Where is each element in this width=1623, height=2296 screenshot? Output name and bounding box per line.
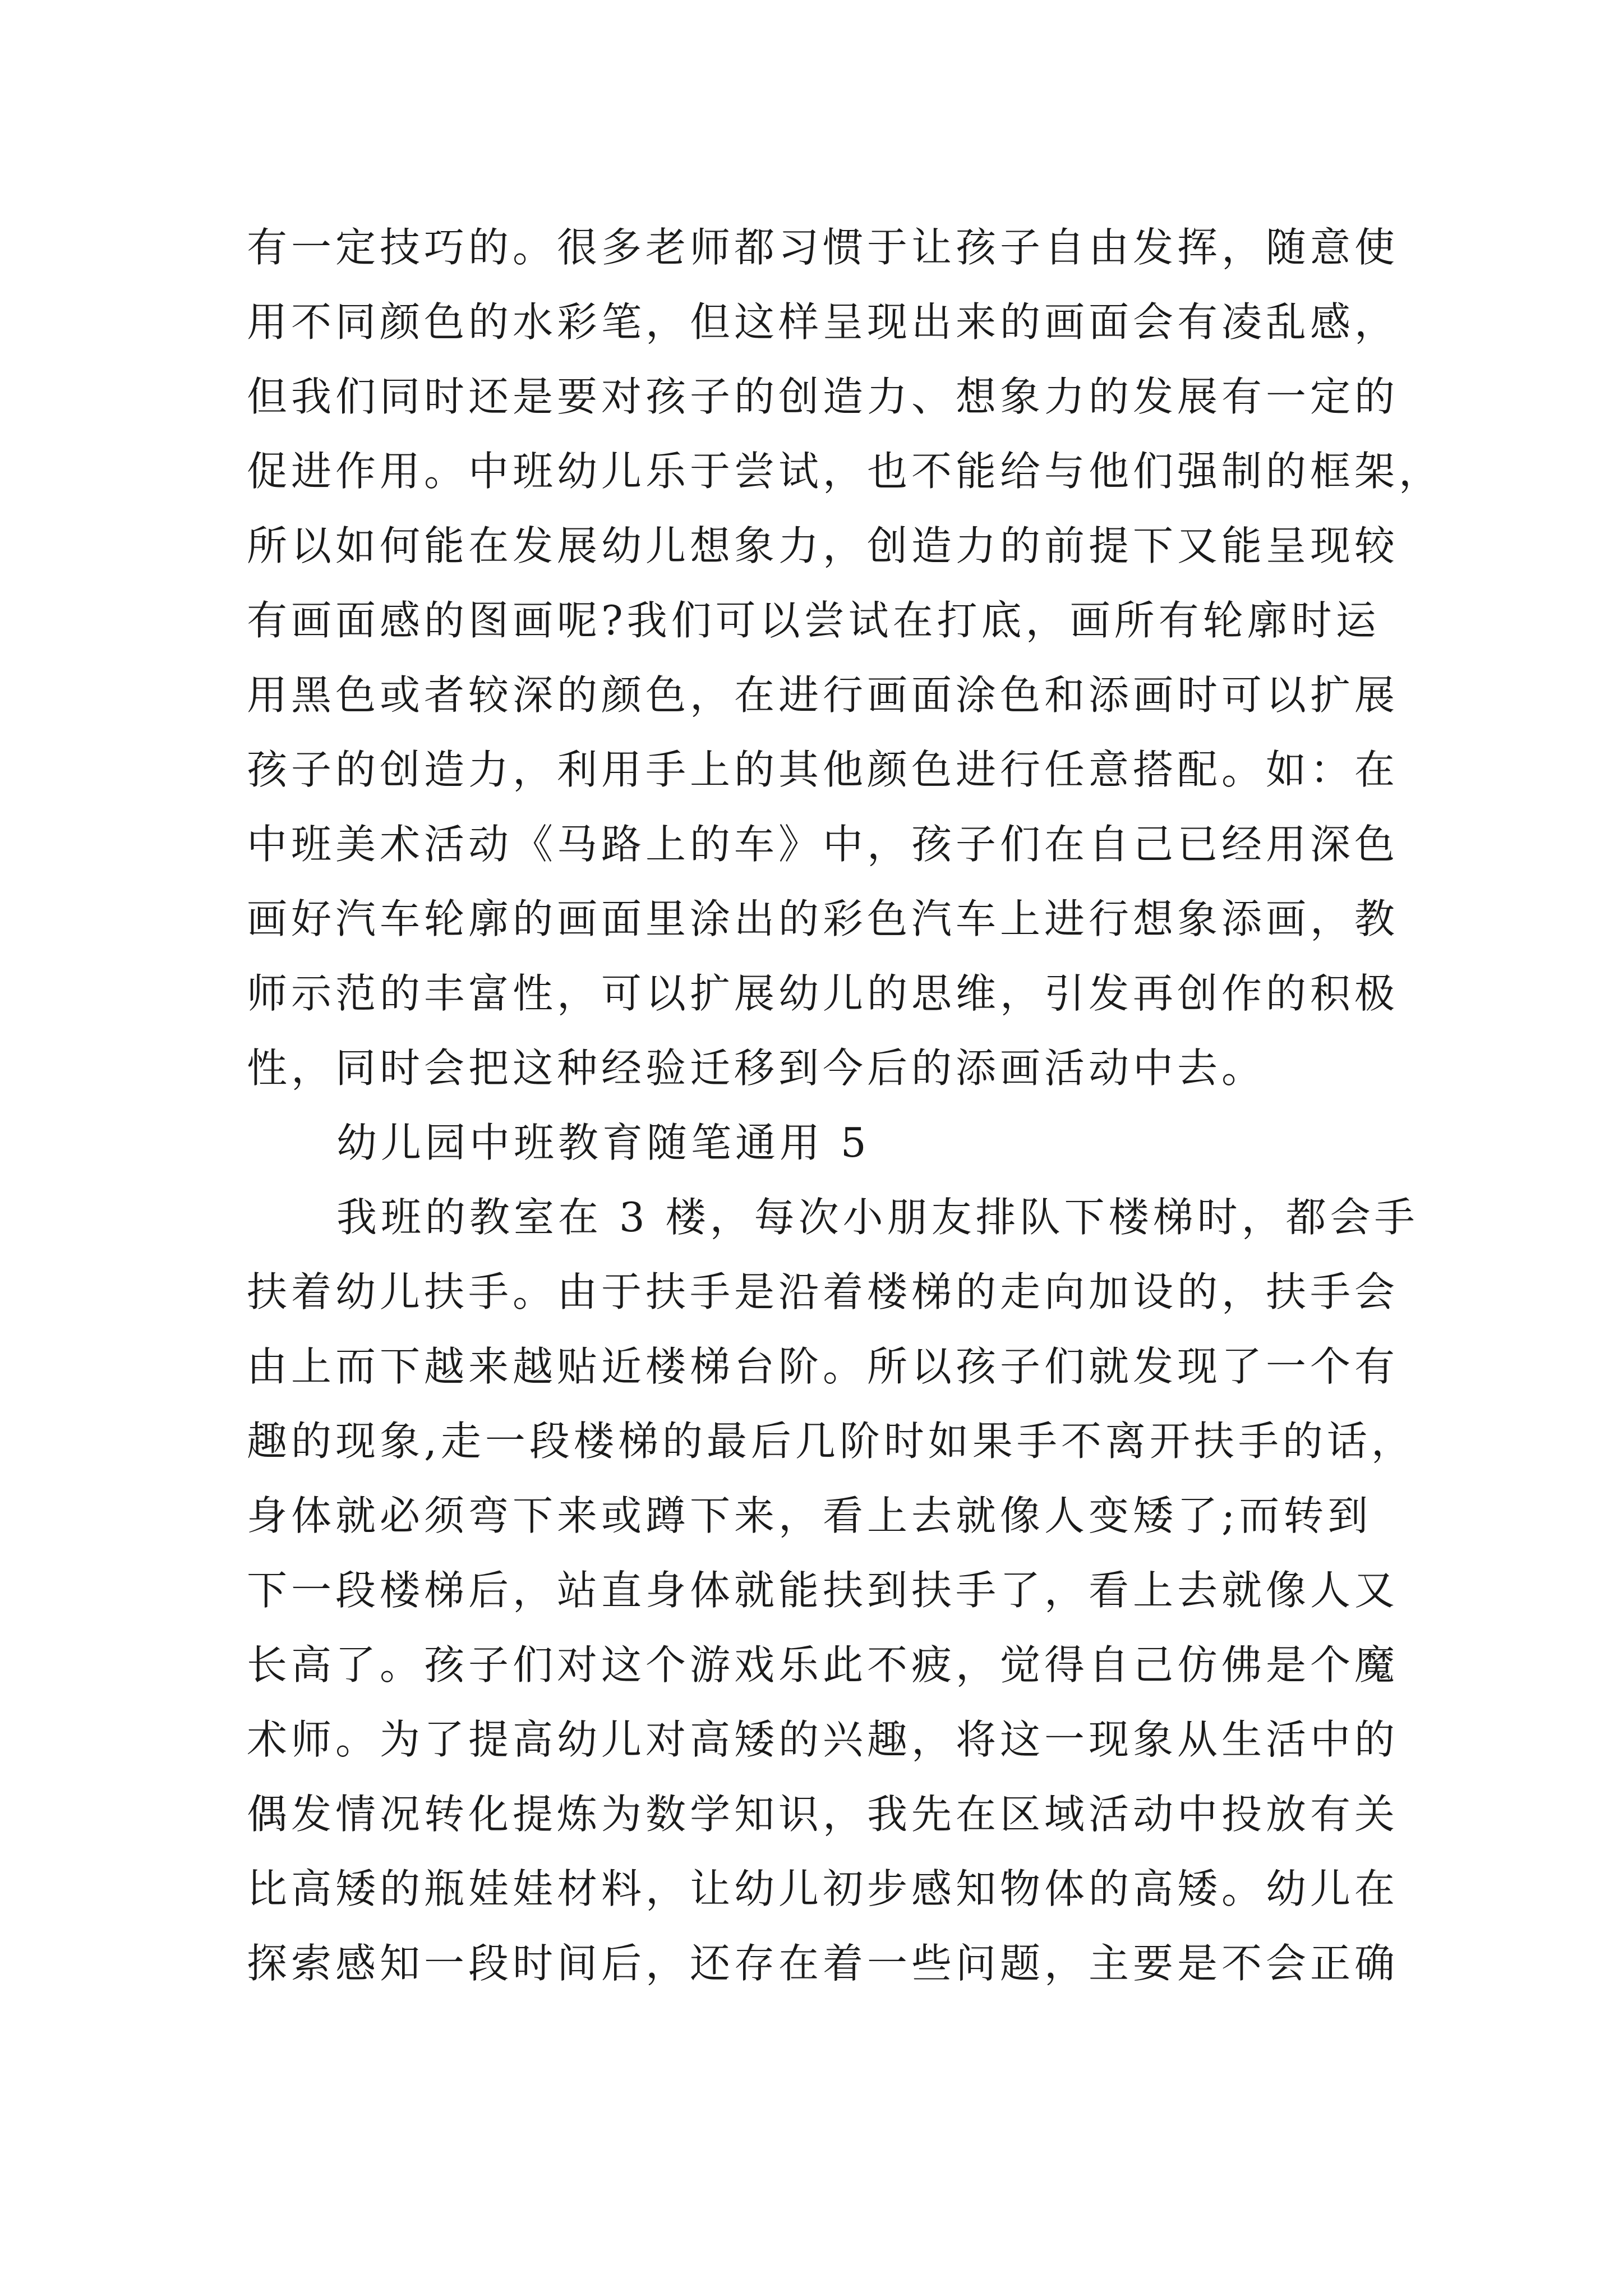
text-line: 我班的教室在 3 楼，每次小朋友排队下楼梯时，都会手 bbox=[336, 1194, 1419, 1241]
text-line: 中班美术活动《马路上的车》中，孩子们在自己已经用深色 bbox=[247, 821, 1399, 868]
text-line: 探索感知一段时间后，还存在着一些问题，主要是不会正确 bbox=[247, 1940, 1399, 1987]
paragraph bbox=[247, 1180, 1419, 2001]
text-line: 身体就必须弯下来或蹲下来，看上去就像人变矮了;而转到 bbox=[247, 1492, 1372, 1539]
text-line: 所以如何能在发展幼儿想象力，创造力的前提下又能呈现较 bbox=[247, 522, 1399, 569]
text-line: 长高了。孩子们对这个游戏乐此不疲，觉得自己仿佛是个魔 bbox=[247, 1641, 1399, 1688]
text-line: 用黑色或者较深的颜色，在进行画面涂色和添画时可以扩展 bbox=[247, 671, 1399, 719]
text-line: 师示范的丰富性，可以扩展幼儿的思维，引发再创作的积极 bbox=[247, 970, 1399, 1017]
text-line: 有画面感的图画呢?我们可以尝试在打底，画所有轮廓时运 bbox=[247, 597, 1380, 644]
text-line: 趣的现象,走一段楼梯的最后几阶时如果手不离开扶手的话， bbox=[247, 1418, 1415, 1465]
text-line: 术师。为了提高幼儿对高矮的兴趣，将这一现象从生活中的 bbox=[247, 1716, 1399, 1763]
text-line: 比高矮的瓶娃娃材料，让幼儿初步感知物体的高矮。幼儿在 bbox=[247, 1865, 1399, 1912]
text-line: 画好汽车轮廓的画面里涂出的彩色汽车上进行想象添画，教 bbox=[247, 895, 1399, 942]
text-line: 用不同颜色的水彩笔，但这样呈现出来的画面会有凌乱感， bbox=[247, 298, 1399, 346]
text-line: 由上而下越来越贴近楼梯台阶。所以孩子们就发现了一个有 bbox=[247, 1343, 1399, 1390]
text-line: 促进作用。中班幼儿乐于尝试，也不能给与他们强制的框架， bbox=[247, 448, 1444, 495]
text-line: 扶着幼儿扶手。由于扶手是沿着楼梯的走向加设的，扶手会 bbox=[247, 1268, 1399, 1315]
document-body bbox=[247, 210, 1444, 2001]
text-line: 但我们同时还是要对孩子的创造力、想象力的发展有一定的 bbox=[247, 373, 1399, 420]
section-heading: 幼儿园中班教育随笔通用 5 bbox=[336, 1119, 870, 1166]
paragraph bbox=[247, 210, 1444, 1106]
text-line: 有一定技巧的。很多老师都习惯于让孩子自由发挥，随意使 bbox=[247, 224, 1399, 271]
text-line: 孩子的创造力，利用手上的其他颜色进行任意搭配。如：在 bbox=[247, 746, 1399, 793]
text-line: 性，同时会把这种经验迁移到今后的添画活动中去。 bbox=[247, 1045, 1266, 1092]
text-line: 下一段楼梯后，站直身体就能扶到扶手了，看上去就像人又 bbox=[247, 1567, 1399, 1614]
text-line: 偶发情况转化提炼为数学知识，我先在区域活动中投放有关 bbox=[247, 1791, 1399, 1838]
